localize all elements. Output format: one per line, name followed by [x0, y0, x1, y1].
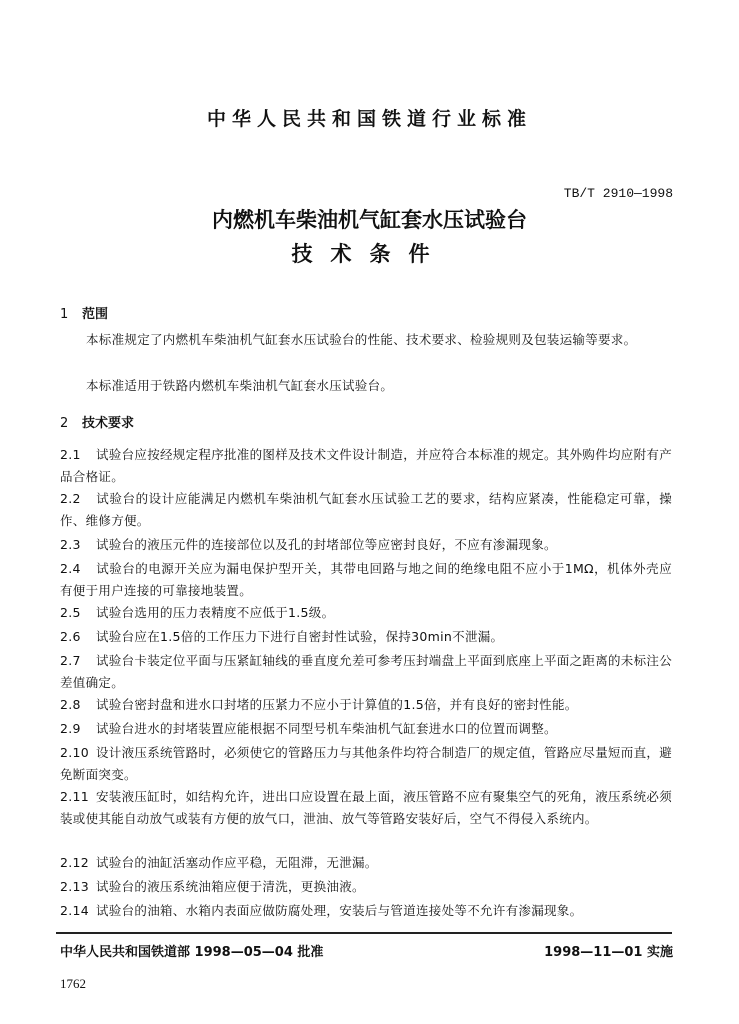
item-text: 试验台应在1.5倍的工作压力下进行自密封性试验，保持30min不泄漏。 [96, 629, 504, 644]
implementation-date: 1998—11—01 实施 [544, 945, 673, 960]
item-text: 试验台的设计应能满足内燃机车柴油机气缸套水压试验工艺的要求，结构应紧凑，性能稳定可靠，操作、维修方便。 [60, 491, 672, 528]
list-item [60, 694, 672, 716]
list-item [60, 852, 672, 874]
item-number: 2.2 [60, 491, 81, 506]
footer-divider [56, 932, 672, 934]
item-number: 2.11 [60, 789, 90, 804]
page-number: 1762 [60, 976, 86, 991]
list-item [60, 786, 672, 830]
item-text: 试验台密封盘和进水口封堵的压紧力不应小于计算值的1.5倍，并有良好的密封性能。 [96, 697, 578, 712]
item-number: 2.3 [60, 537, 81, 552]
section-heading [60, 303, 108, 322]
item-text: 安装液压缸时，如结构允许，进出口应设置在最上面，液压管路不应有聚集空气的死角，液压系统必须装或使其能自动放气或装有方便的放气口，泄油、放气等管路安装好后，空气不得侵入系统内。 [60, 789, 673, 826]
item-text: 试验台的液压元件的连接部位以及孔的封堵部位等应密封良好，不应有渗漏现象。 [96, 537, 557, 552]
list-item [60, 534, 672, 556]
standard-code: TB/T 2910—1998 [563, 186, 673, 201]
approval-line: 中华人民共和国铁道部 1998—05—04 批准 [60, 945, 324, 960]
item-number: 2.9 [60, 721, 81, 736]
list-item [60, 900, 672, 922]
list-item [60, 488, 672, 532]
item-text: 试验台的液压系统油箱应便于清洗，更换油液。 [96, 879, 365, 894]
list-item [60, 626, 672, 648]
item-number: 2.7 [60, 653, 81, 668]
item-number: 2.4 [60, 561, 81, 576]
section-title: 范围 [82, 307, 109, 322]
standard-category-title: 中华人民共和国铁道行业标准 [206, 108, 532, 130]
list-item [60, 876, 672, 898]
section-heading [60, 412, 134, 431]
item-text: 试验台的油箱、水箱内表面应做防腐处理，安装后与管道连接处等不允许有渗漏现象。 [96, 903, 583, 918]
item-text: 设计液压系统管路时，必须使它的管路压力与其他条件均符合制造厂的规定值，管路应尽量短而直，避免断面突变。 [60, 745, 673, 782]
item-number: 2.10 [60, 745, 90, 760]
item-number: 2.14 [60, 903, 90, 918]
item-text: 试验台进水的封堵装置应能根据不同型号机车柴油机气缸套进水口的位置而调整。 [96, 721, 557, 736]
section-number: 1 [60, 307, 69, 322]
item-number: 2.1 [60, 447, 81, 462]
item-text: 试验台的油缸活塞动作应平稳，无阻滞，无泄漏。 [96, 855, 378, 870]
item-text: 试验台卡装定位平面与压紧缸轴线的垂直度允差可参考压封端盘上平面到底座上平面之距离的未标注公差值确定。 [60, 653, 673, 690]
section-number: 2 [60, 416, 69, 431]
list-item [60, 718, 672, 740]
item-number: 2.6 [60, 629, 81, 644]
item-number: 2.13 [60, 879, 90, 894]
list-item [60, 742, 672, 786]
paragraph: 本标准规定了内燃机车柴油机气缸套水压试验台的性能、技术要求、检验规则及包装运输等要求。 [86, 332, 637, 347]
list-item [60, 650, 672, 694]
item-number: 2.8 [60, 697, 81, 712]
paragraph: 本标准适用于铁路内燃机车柴油机气缸套水压试验台。 [86, 378, 394, 393]
document-title: 内燃机车柴油机气缸套水压试验台 [212, 208, 527, 232]
list-item [60, 444, 672, 488]
item-text: 试验台选用的压力表精度不应低于1.5级。 [96, 605, 335, 620]
list-item [60, 558, 672, 602]
item-text: 试验台的电源开关应为漏电保护型开关，其带电回路与地之间的绝缘电阻不应小于1MΩ，机体外壳应有便于用户连接的可靠接地装置。 [60, 561, 672, 598]
document-subtitle: 技术条件 [291, 242, 448, 266]
section-title: 技术要求 [82, 416, 135, 431]
item-number: 2.5 [60, 605, 81, 620]
item-text: 试验台应按经规定程序批准的图样及技术文件设计制造，并应符合本标准的规定。其外购件均应附有产品合格证。 [60, 447, 673, 484]
list-item [60, 602, 672, 624]
item-number: 2.12 [60, 855, 90, 870]
